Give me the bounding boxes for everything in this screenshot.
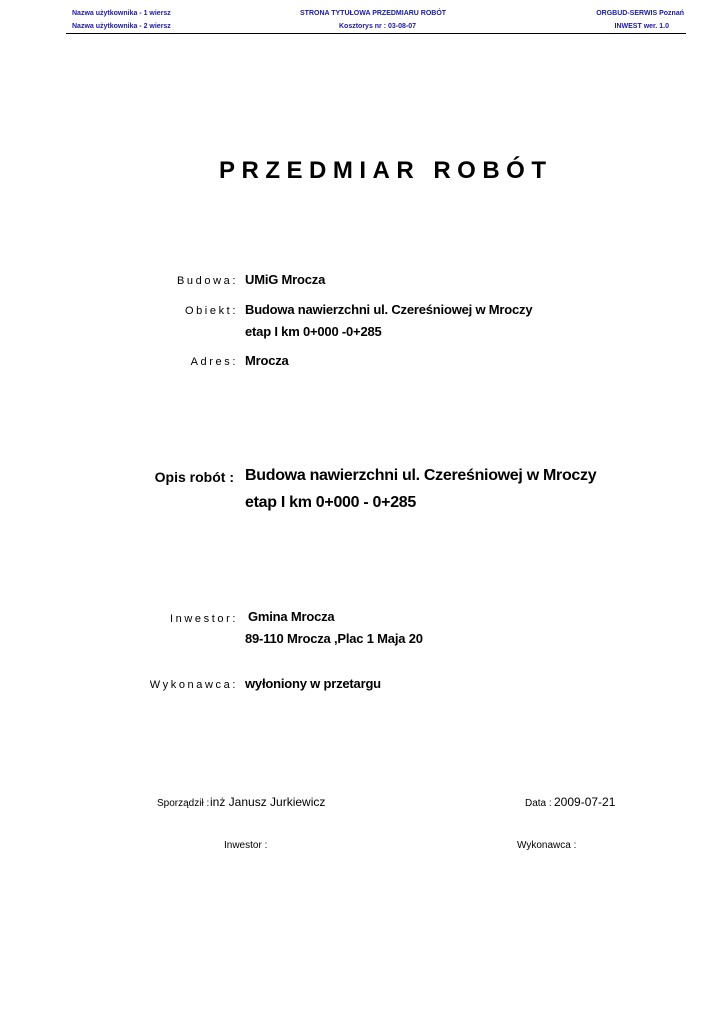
date-value: 2009-07-21 — [554, 795, 616, 809]
date-label: Data : — [525, 798, 552, 809]
prepared-by-label: Sporządził : — [157, 798, 210, 809]
inwestor-line1: Gmina Mrocza — [248, 609, 335, 624]
adres-label: Adres: — [190, 356, 238, 368]
inwestor-line2: 89-110 Mrocza ,Plac 1 Maja 20 — [245, 631, 423, 646]
opis-line1: Budowa nawierzchni ul. Czereśniowej w Mroczy — [245, 467, 597, 484]
adres-value: Mrocza — [245, 353, 289, 368]
header-estimate-number: Kosztorys nr : 03-08-07 — [339, 23, 417, 30]
header-user-line1: Nazwa użytkownika - 1 wiersz — [72, 10, 171, 17]
header-doc-title: STRONA TYTUŁOWA PRZEDMIARU ROBÓT — [300, 10, 447, 17]
obiekt-line2: etap I km 0+000 -0+285 — [245, 324, 382, 339]
contractor-signature-label: Wykonawca : — [517, 840, 577, 851]
opis-line2: etap I km 0+000 - 0+285 — [245, 494, 416, 511]
wykonawca-label: Wykonawca: — [149, 679, 238, 691]
header-divider — [66, 33, 686, 34]
header-software: INWEST wer. 1.0 — [614, 23, 669, 30]
prepared-by-value: inż Janusz Jurkiewicz — [210, 795, 326, 809]
obiekt-label: Obiekt: — [184, 305, 238, 317]
inwestor-label: Inwestor: — [169, 613, 238, 625]
budowa-label: Budowa: — [176, 275, 238, 287]
header-user-line2: Nazwa użytkownika - 2 wiersz — [72, 23, 171, 30]
header-vendor: ORGBUD-SERWIS Poznań — [596, 10, 684, 17]
wykonawca-value: wyłoniony w przetargu — [245, 676, 381, 691]
investor-signature-label: Inwestor : — [224, 840, 268, 851]
obiekt-line1: Budowa nawierzchni ul. Czereśniowej w Mroczy — [245, 302, 533, 317]
opis-label: Opis robót : — [154, 469, 234, 485]
budowa-value: UMiG Mrocza — [245, 272, 326, 287]
page-title: PRZEDMIAR ROBÓT — [219, 157, 553, 184]
